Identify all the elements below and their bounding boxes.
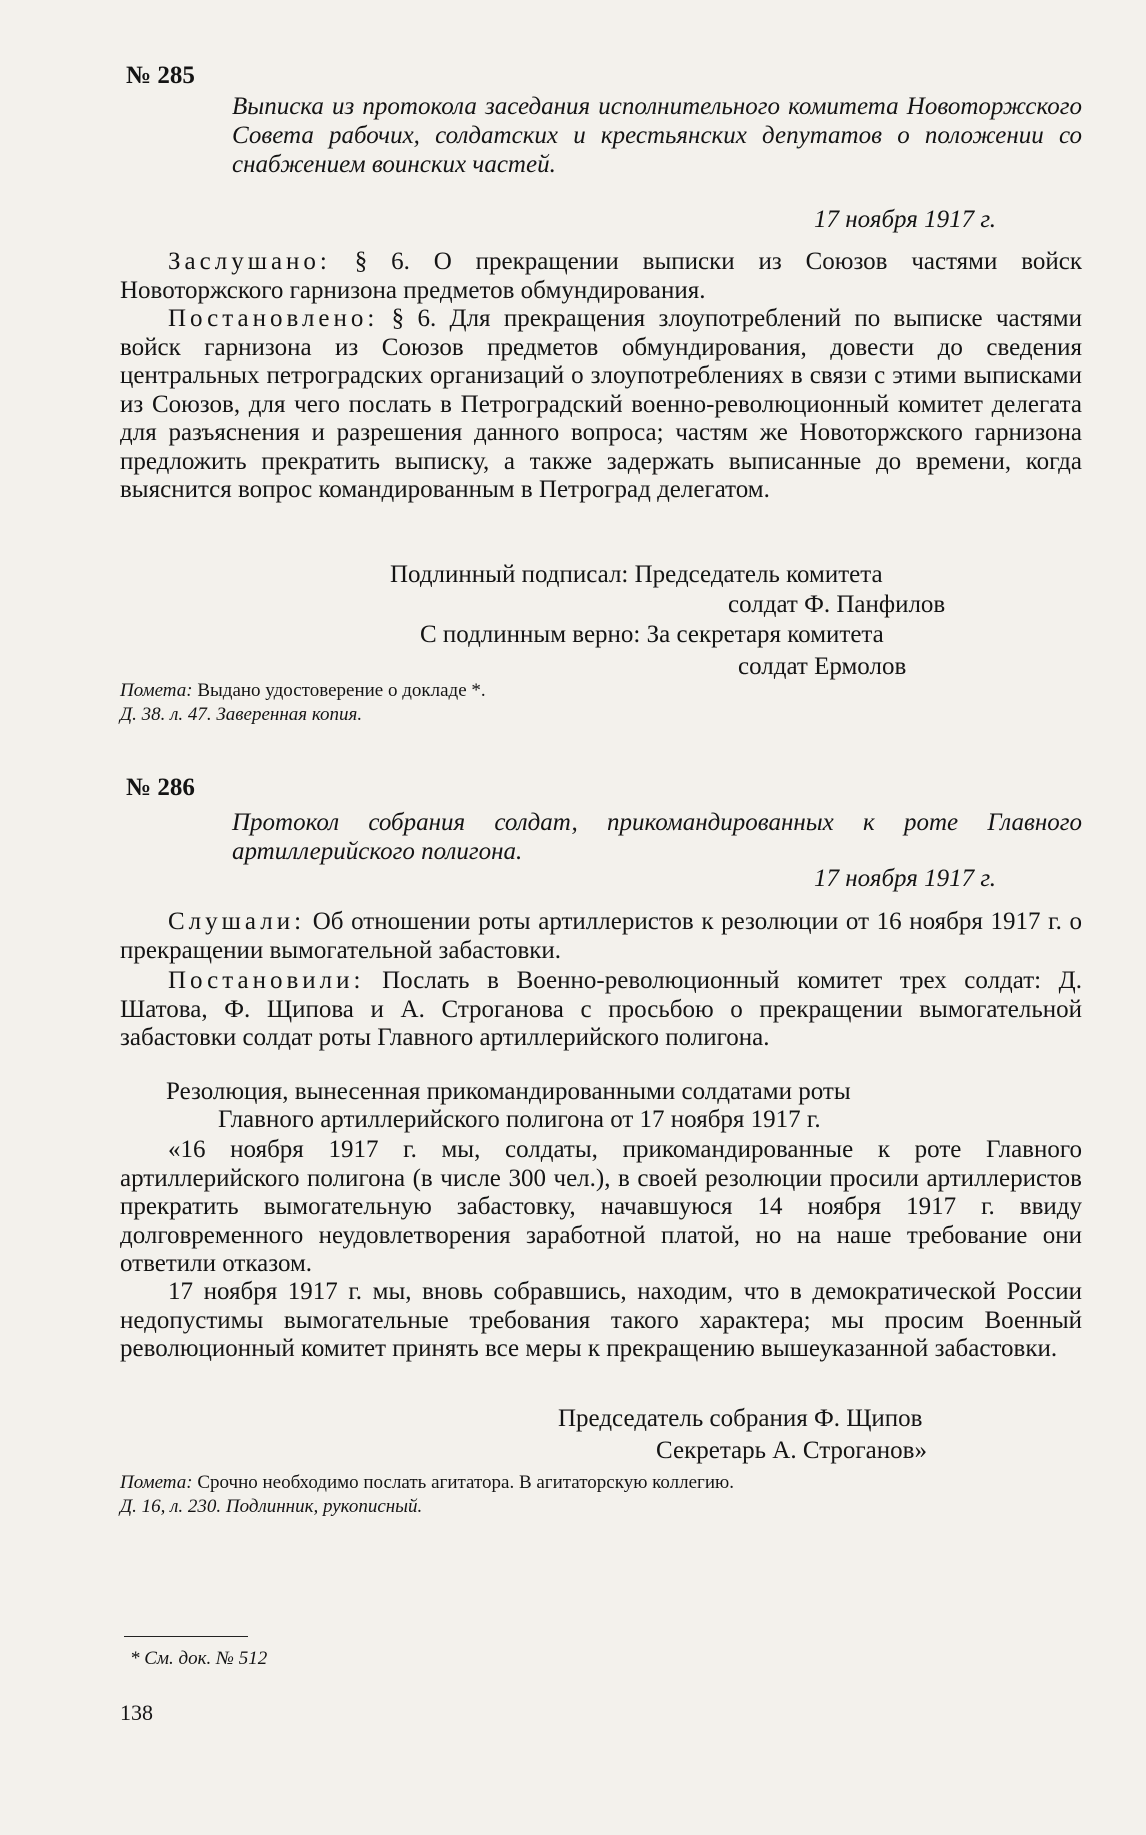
- doc-286-quote-2: [120, 1278, 1082, 1364]
- doc-286-chair: Председатель собрания Ф. Щипов: [558, 1405, 923, 1432]
- doc-286-secretary: Секретарь А. Строганов»: [656, 1437, 927, 1464]
- doc-285-resolved-text: § 6. Для прекращения злоупотреблений по выписке частями войск гарнизона из Союзов предметов обмундирования, довести до сведения центральных петроградских организаций о злоупотреблениях в связи с этими выписками из Союзов, для чего послать в Петроградский военно-революционный комитет делегата для разъяснения и разрешения данного вопроса; частям же Новоторжского гарнизона предложить прекратить выписку, а также задержать выписанные до времени, когда выяснится вопрос командированным в Петроград делегатом.: [120, 305, 1082, 503]
- doc-286-heard-label: Слушали:: [168, 908, 306, 935]
- doc-286-resolved-text: Послать в Военно-революционный комитет трех солдат: Д. Шатова, Ф. Щипова и А. Строганова с просьбою о прекращении вымогательной забастовки солдат роты Главного артиллерийского полигона.: [120, 967, 1082, 1051]
- doc-286-archive: [120, 1496, 1020, 1518]
- doc-286-heard: [120, 908, 1082, 965]
- footnote: * См. док. № 512: [130, 1648, 268, 1669]
- doc-286-note-label: Помета:: [120, 1472, 193, 1493]
- doc-285-number: № 285: [126, 62, 195, 89]
- doc-285-signed-2: С подлинным верно: За секретаря комитета: [420, 621, 884, 648]
- doc-286-quote-2-text: 17 ноября 1917 г. мы, вновь собравшись, находим, что в демократической России недопустимы вымогательные требования такого характера; мы просим Военный революционный комитет принять все меры к прекращению вышеуказанной забастовки.: [120, 1278, 1082, 1362]
- doc-286-quote-1-text: «16 ноября 1917 г. мы, солдаты, прикомандированные к роте Главного артиллерийского полигона (в числе 300 чел.), в своей резолюции просили артиллеристов прекратить вымогательную забастовку, начавшуюся 14 ноября 1917 г. ввиду долговременного неудовлетворения заработной платой, но на наше требование они ответили отказом.: [120, 1136, 1082, 1277]
- doc-286-resolution-head-2: Главного артиллерийского полигона от 17 ноября 1917 г.: [218, 1106, 821, 1133]
- doc-285-archive: [120, 704, 1020, 726]
- doc-286-number: № 286: [126, 774, 195, 801]
- doc-285-signed-2b: солдат Ермолов: [738, 653, 907, 680]
- doc-286-title: Протокол собрания солдат, прикомандированных к роте Главного артиллерийского полигона.: [232, 809, 1082, 865]
- doc-285-heard: [120, 248, 1082, 305]
- doc-285-heard-text: § 6. О прекращении выписки из Союзов частями войск Новоторжского гарнизона предметов обмундирования.: [120, 248, 1082, 304]
- doc-286-heard-text: Об отношении роты артиллеристов к резолюции от 16 ноября 1917 г. о прекращении вымогательной забастовки.: [120, 908, 1083, 964]
- doc-285-resolved-label: Постановлено:: [168, 305, 379, 332]
- doc-285-date: 17 ноября 1917 г.: [814, 206, 996, 233]
- doc-285-note-label: Помета:: [120, 680, 193, 701]
- doc-285-title: Выписка из протокола заседания исполнительного комитета Новоторжского Совета рабочих, солдатских и крестьянских депутатов о положении со снабжением воинских частей.: [232, 93, 1082, 178]
- page-number: 138: [120, 1700, 153, 1725]
- doc-286-quote-1: [120, 1136, 1082, 1279]
- doc-285-heard-label: Заслушано:: [168, 248, 331, 275]
- doc-286-resolved-label: Постановили:: [168, 967, 365, 994]
- footnote-divider: [124, 1636, 248, 1637]
- doc-285-note-text: Выдано удостоверение о докладе *.: [197, 680, 486, 701]
- doc-285-signed-1b: солдат Ф. Панфилов: [728, 591, 946, 618]
- doc-286-resolved: [120, 967, 1082, 1053]
- doc-285-signed-1: Подлинный подписал: Председатель комитета: [390, 561, 883, 588]
- doc-286-resolution-head-1: Резолюция, вынесенная прикомандированными солдатами роты: [166, 1078, 851, 1105]
- doc-286-note-text: Срочно необходимо послать агитатора. В агитаторскую коллегию.: [197, 1472, 734, 1493]
- doc-286-note: [120, 1472, 1020, 1494]
- doc-285-note: [120, 680, 1020, 702]
- doc-285-archive-text: Д. 38. л. 47. Заверенная копия.: [120, 704, 363, 725]
- doc-285-resolved: [120, 305, 1082, 505]
- doc-286-archive-text: Д. 16, л. 230. Подлинник, рукописный.: [120, 1496, 423, 1517]
- doc-286-date: 17 ноября 1917 г.: [814, 865, 996, 892]
